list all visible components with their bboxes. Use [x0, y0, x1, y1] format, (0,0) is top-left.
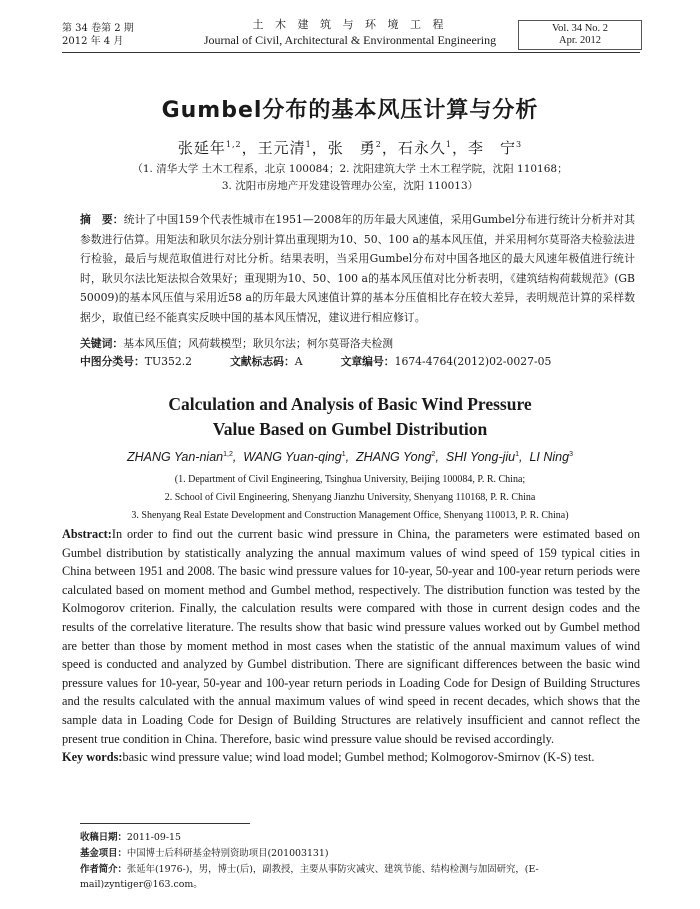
article-id-label: 文章编号：	[340, 355, 395, 368]
abstract-cn	[80, 210, 635, 327]
affiliation-cn-line: 3. 沈阳市房地产开发建设管理办公室，沈阳 110013）	[221, 180, 479, 192]
clc-label: 中图分类号：	[80, 355, 145, 368]
title-en-line: Calculation and Analysis of Basic Wind Pressure	[168, 394, 532, 414]
header-issue-en	[520, 23, 640, 47]
author-en: SHI Yong-jiu$^1$	[445, 450, 520, 464]
clc-value: TU352.2	[144, 355, 192, 368]
footnote-funding: 基金项目：中国博士后科研基金特别资助项目(201003131)	[80, 848, 329, 859]
author-cn: 张 勇$^2$	[327, 139, 382, 157]
footnote-rule	[80, 823, 250, 824]
header-volume-cn: 第 34 卷第 2 期	[62, 23, 134, 34]
keywords-cn-text: 基本风压值；风荷载模型；耿贝尔法；柯尔莫哥洛夫检测	[123, 337, 394, 350]
abstract-en-label: Abstract:	[62, 527, 112, 541]
affiliation-cn-line: （1. 清华大学 土木工程系，北京 100084；2. 沈阳建筑大学 土木工程学院，沈阳 110168；	[132, 163, 568, 175]
header-journal-en: Journal of Civil, Architectural & Environmental Engineering	[203, 33, 497, 47]
footnote-author-bio: 作者简介：张延年(1976-)，男，博士(后)，副教授，主要从事防灾减灾、建筑节能、结构检测与加固研究，(E-mail)zyntiger@163.com。	[80, 864, 539, 890]
affiliation-en-line: 2. School of Civil Engineering, Shenyang Jianzhu University, Shenyang 110168, P. R. China	[164, 492, 536, 503]
doc-code-value: A	[294, 355, 303, 368]
abstract-en	[62, 525, 640, 767]
keywords-cn-label: 关键词：	[80, 337, 124, 350]
keywords-en-text: basic wind pressure value; wind load model; Gumbel method; Kolmogorov-Smirnov (K-S) test.	[122, 750, 595, 765]
title-cn: Gumbel分布的基本风压计算与分析	[161, 98, 539, 123]
abstract-en-text: In order to find out the current basic wind pressure in China, the parameters were estimated based on Gumbel distribution by statistically analyzing the annual maximum values of wind speed of 159 typical cities in China between 1951 and 2008. The basic wind pressure values for 10-year, 50-year and 100-year return periods were calculated based on moment method and Gumbel method, respectively. The distribution function was tested by the Kolmogorov criterion. Finally, the calculation results were compared with those in current design codes and the results of the correlative literature. The results show that basic wind pressure values worked out by Gumbel method are better than those by moment method in most cases when the statistic of the annual maximum values of wind speed is conducted and analyzed by Gumbel distribution. There are significant differences between the basic wind pressure values for 10-year, 50-year and 100-year return periods in Loading Code for Design of Building Structures and the results calculated with the annual maximum values of wind speed in recent decades, which shows that the sample data in Loading Code for Design of Building Structures are relatively insufficient and cannot reflect the present true condition in China. Therefore, basic wind pressure value should be revised accordingly.	[62, 527, 640, 746]
abstract-cn-text: 统计了中国159个代表性城市在1951—2008年的历年最大风速值，采用Gumbel分布进行统计分析并对其参数进行估算。用矩法和耿贝尔法分别计算出重现期为10、50、100 a的基本风压值，并采用柯尔莫哥洛夫检验法进行检验，最后与规范取值进行对比分析。结果表明，当采用Gumbel分布对中国各地区的最大风速年极值进行统计时，耿贝尔法比矩法拟合效果好；重现期为10、50、100 a的基本风压值对比分析表明，《建筑结构荷载规范》(GB 50009)的基本风压值与采用近58 a的历年最大风速值计算的基本分压值相比存在较大差异，表明规范计算的采样数据少，取值已经不能真实反映中国的基本风压情况，建议进行相应修订。	[80, 213, 636, 324]
author-en: LI Ning$^3$	[529, 450, 573, 464]
classification-cn	[80, 352, 635, 372]
article-id-value: 1674-4764(2012)02-0027-05	[394, 355, 552, 368]
abstract-cn-label: 摘 要：	[80, 213, 124, 226]
doc-code-label: 文献标志码：	[230, 355, 295, 368]
author-en: ZHANG Yong$^2$	[356, 450, 436, 464]
keywords-en-label: Key words:	[62, 750, 123, 765]
keywords-cn	[80, 334, 635, 354]
authors-en: ZHANG Yan-nian$^{1,2}$, WANG Yuan-qing$^1$, ZHANG Yong$^2$, SHI Yong-jiu$^1$, LI Ning$^3$	[127, 450, 573, 464]
author-cn: 张延年$^{1,2}$	[177, 139, 242, 157]
header-rule	[62, 52, 640, 53]
header-date-en: Apr. 2012	[559, 35, 601, 46]
author-cn: 石永久$^1$	[397, 139, 452, 157]
authors-cn: 张延年$^{1,2}$，王元清$^1$，张 勇$^2$，石永久$^1$，李 宁$^3$	[177, 139, 523, 157]
author-cn: 王元清$^1$	[257, 139, 312, 157]
author-en: ZHANG Yan-nian$^{1,2}$	[127, 450, 233, 464]
footnote-received: 收稿日期：2011-09-15	[80, 832, 181, 843]
author-en: WANG Yuan-qing$^1$	[243, 450, 346, 464]
affiliation-en-line: (1. Department of Civil Engineering, Tsinghua University, Beijing 100084, P. R. China;	[174, 474, 526, 485]
title-en	[0, 392, 700, 442]
header-date-cn: 2012 年 4 月	[62, 36, 124, 47]
header-journal-cn: 土 木 建 筑 与 环 境 工 程	[252, 18, 448, 31]
header-volume-en: Vol. 34 No. 2	[551, 23, 609, 34]
title-en-line: Value Based on Gumbel Distribution	[212, 419, 488, 439]
affiliation-en-line: 3. Shenyang Real Estate Development and Construction Management Office, Shenyang 110013, P. R. China)	[131, 510, 569, 521]
author-cn: 李 宁$^3$	[468, 139, 523, 157]
